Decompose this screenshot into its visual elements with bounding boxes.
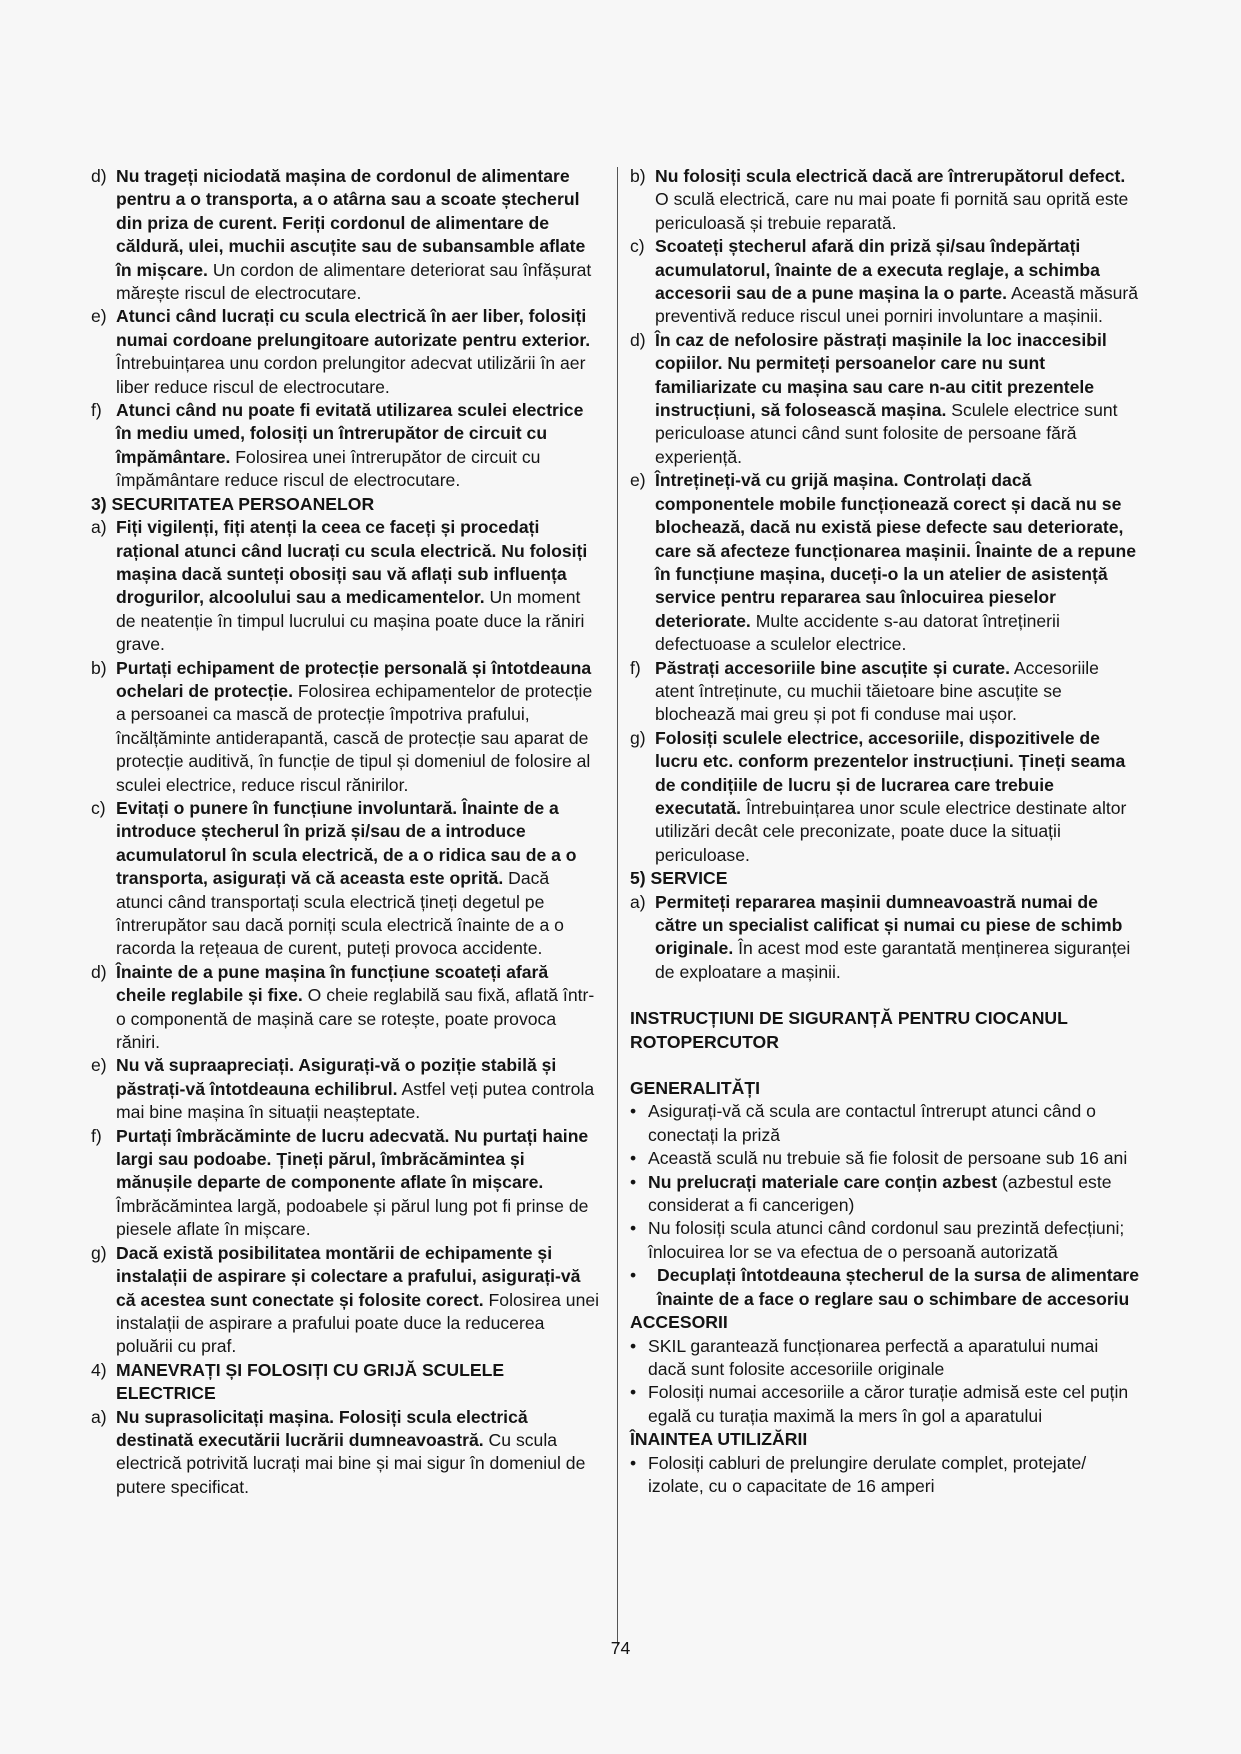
item-text: Dacă atunci când transportați scula electrică țineți degetul pe întrerupător sau dacă porniți scula electrică înainte de a o racorda la rețeaua de curent, puteți provoca accidente. <box>116 868 564 959</box>
item-text: Cu scula electrică potrivită lucrați mai bine și mai sigur în domeniul de putere specificat. <box>116 1429 586 1497</box>
bullet-item <box>630 1171 1140 1218</box>
item-text: Un cordon de alimentare deteriorat sau înfășurat mărește riscul de electrocutare. <box>116 259 592 304</box>
instruction-item <box>91 305 601 399</box>
item-text: Astfel veți putea controla mai bine mașina în situații neașteptate. <box>116 1078 595 1123</box>
item-marker: a) <box>91 1406 107 1427</box>
instruction-item <box>91 961 601 1055</box>
item-marker: e) <box>630 470 646 491</box>
bullet-text: Această sculă nu trebuie să fie folosit de persoane sub 16 ani <box>648 1148 1128 1169</box>
item-text: Întrebuințarea unu cordon prelungitor adecvat utilizării în aer liber reduce riscul de electrocutare. <box>116 353 586 397</box>
item-marker: d) <box>91 166 107 186</box>
item-bold-text: Scoateți ștecherul afară din priză și/sau îndepărtați acumulatorul, înainte de a executa reglaje, a schimba accesorii sau de a pune mașina la o parte. <box>655 236 1100 304</box>
item-text: Această măsură preventivă reduce riscul unei porniri involuntare a mașinii. <box>655 283 1139 327</box>
instruction-item <box>630 235 1140 329</box>
section-heading: 5) SERVICE <box>630 868 728 889</box>
item-bold-text: Nu folosiți scula electrică dacă are întrerupătorul defect. <box>655 166 1126 186</box>
bullet-item <box>630 1452 1140 1499</box>
item-bold-text: Nu vă supraapreciați. Asigurați-vă o poziție stabilă și păstrați-vă întotdeauna echilibrul. <box>116 1055 557 1099</box>
bullet-item <box>630 1217 1140 1264</box>
item-text: Sculele electrice sunt periculoase atunci când sunt folosite de persoane fără experiență. <box>655 400 1118 467</box>
bullet-text: Folosiți cabluri de prelungire derulate complet, protejate/ izolate, cu o capacitate de 16 amperi <box>648 1452 1087 1496</box>
item-marker: c) <box>91 797 106 818</box>
left-column <box>91 165 601 1499</box>
instruction-item <box>91 1125 601 1242</box>
column-divider <box>617 167 618 1645</box>
item-text: Un moment de neatenție în timpul lucrului cu mașina poate duce la răniri grave. <box>116 587 585 655</box>
bullet-dot-icon: • <box>630 1101 637 1122</box>
instruction-item <box>630 469 1140 656</box>
item-text: Folosirea echipamentelor de protecție a persoanei ca mască de protecție împotriva prafului, încălțăminte antiderapantă, cască de protecție sau aparat de protecție auditivă, în funcție de tipul și domeniul de folosire al sculei electrice, reduce riscul rănirilor. <box>116 680 593 795</box>
bullet-dot-icon: • <box>630 1335 637 1356</box>
item-bold-text: MANEVRAȚI ȘI FOLOSIȚI CU GRIJĂ SCULELE ELECTRICE <box>116 1359 505 1404</box>
item-bold-text: Purtați îmbrăcăminte de lucru adecvată. Nu purtați haine largi sau podoabe. Țineți părul, îmbrăcămintea și mănușile departe de componente aflate în mișcare. <box>116 1125 589 1193</box>
item-bold-text: Înainte de a pune mașina în funcțiune scoateți afară cheile reglabile și fixe. <box>116 961 549 1006</box>
section-heading: ÎNAINTEA UTILIZĂRII <box>630 1429 808 1450</box>
bullet-dot-icon: • <box>630 1218 637 1239</box>
item-bold-text: Evitați o punere în funcțiune involuntară. Înainte de a introduce ștecherul în priză și/sau de a introduce acumulatorul în scula electrică, de a o ridica sau de a o transporta, asigurați vă că aceasta este oprită. <box>116 797 577 889</box>
bullet-text: Folosiți numai accesoriile a căror turație admisă este cel puțin egală cu turația maximă la mers în gol a aparatului <box>648 1382 1129 1426</box>
item-marker: d) <box>91 961 107 982</box>
bullet-item <box>630 1381 1140 1428</box>
item-bold-text: Nu suprasolicitați mașina. Folosiți scula electrică destinată executării lucrării dumneavoastră. <box>116 1406 528 1450</box>
page-number: 74 <box>610 1638 631 1658</box>
bullet-dot-icon: • <box>630 1382 637 1403</box>
item-marker: e) <box>91 306 107 327</box>
item-bold-text: Purtați echipament de protecție personală și întotdeauna ochelari de protecție. <box>116 657 592 701</box>
instruction-item <box>91 657 601 797</box>
item-bold-text: Păstrați accesoriile bine ascuțite și curate. <box>655 657 1010 678</box>
right-column <box>630 165 1140 1498</box>
item-marker: f) <box>91 400 102 421</box>
item-text: O sculă electrică, care nu mai poate fi pornită sau oprită este periculoasă și trebuie reparată. <box>655 189 1129 233</box>
item-marker: b) <box>91 657 107 678</box>
item-marker: g) <box>630 727 646 748</box>
instruction-item <box>91 165 601 305</box>
instruction-item <box>630 329 1140 469</box>
section-heading: ACCESORII <box>630 1312 728 1333</box>
item-marker: d) <box>630 329 646 350</box>
item-bold-text: Folosiți sculele electrice, accesoriile, dispozitivele de lucru etc. conform prezentelor instrucțiuni. Țineți seama de condițiile de lucru și de lucrarea care trebuie executată. <box>655 727 1126 818</box>
item-bold-text: Atunci când lucrați cu scula electrică în aer liber, folosiți numai cordoane prelungitoare autorizate pentru exterior. <box>116 306 591 350</box>
item-bold-text: Dacă există posibilitatea montării de echipamente și instalații de aspirare și colectare a prafului, asigurați-vă că acestea sunt conectate și folosite corect. <box>116 1242 581 1310</box>
instruction-item <box>91 1242 601 1359</box>
bullet-item <box>630 1100 1140 1147</box>
item-text: Accesoriile atent întreținute, cu muchii tăietoare bine ascuțite se blochează mai greu și pot fi conduse mai ușor. <box>655 657 1099 725</box>
instruction-item <box>91 797 601 961</box>
bullet-bold-text: Nu prelucrați materiale care conțin azbest <box>648 1171 998 1192</box>
item-bold-text: Fiți vigilenți, fiți atenți la ceea ce faceți și procedați rațional atunci când lucrați cu scula electrică. Nu folosiți mașina dacă sunteți obosiți sau vă aflați sub influența drogurilor, alcoolului sau a medicamentelor. <box>116 517 588 608</box>
bullet-item <box>630 1264 1140 1311</box>
bullet-dot-icon: • <box>630 1171 637 1192</box>
spacer <box>630 1054 1140 1077</box>
bullet-text: Asigurați-vă că scula are contactul întrerupt atunci când o conectați la priză <box>648 1101 1096 1145</box>
item-text: Folosirea unei întrerupător de circuit cu împământare reduce riscul de electrocutare. <box>116 446 541 491</box>
item-text: Întrebuințarea unor scule electrice destinate altor utilizări decât cele preconizate, poate duce la situații periculoase. <box>655 797 1127 865</box>
bullet-text: Nu folosiți scula atunci când cordonul sau prezintă defecțiuni; înlocuirea lor se va efectua de o persoană autorizată <box>648 1218 1125 1262</box>
bullet-item <box>630 1335 1140 1382</box>
item-marker: f) <box>630 657 641 678</box>
spacer <box>630 984 1140 1007</box>
bullet-dot-icon: • <box>630 1265 637 1286</box>
item-text: Multe accidente s-au datorat întreținerii defectuoase a sculelor electrice. <box>655 610 1060 655</box>
section-heading: INSTRUCȚIUNI DE SIGURANȚĂ PENTRU CIOCANUL ROTOPERCUTOR <box>630 1008 1068 1052</box>
item-bold-text: Atunci când nu poate fi evitată utilizarea sculei electrice în mediu umed, folosiți un întrerupător de circuit cu împământare. <box>116 400 584 467</box>
item-marker: e) <box>91 1055 107 1076</box>
instruction-item <box>630 165 1140 235</box>
instruction-item <box>91 1406 601 1500</box>
section-heading: GENERALITĂȚI <box>630 1078 760 1099</box>
item-bold-text: Nu trageți niciodată mașina de cordonul de alimentare pentru a o transporta, a o atârna sau a scoate ștecherul din priza de curent. Feriți cordonul de alimentare de căldură, ulei, muchii ascuțite sau de subansamble aflate în mișcare. <box>116 166 586 280</box>
instruction-item <box>91 1054 601 1124</box>
bullet-dot-icon: • <box>630 1452 637 1473</box>
bullet-item <box>630 1147 1140 1170</box>
instruction-item <box>91 399 601 493</box>
item-bold-text: Întrețineți-vă cu grijă mașina. Controlați dacă componentele mobile funcționează corect și dacă nu se blochează, dacă nu există piese defecte sau deteriorate, care să afecteze funcționarea mașinii. Înainte de a repune în funcțiune mașina, duceți-o la un atelier de asistență service pentru repararea sau înlocuirea pieselor deteriorate. <box>655 470 1137 631</box>
item-text: În acest mod este garantată menținerea siguranței de exploatare a mașinii. <box>655 938 1131 982</box>
bullet-dot-icon: • <box>630 1148 637 1169</box>
item-marker: c) <box>630 236 645 257</box>
bullet-text: (azbestul este considerat a fi cancerigen) <box>648 1171 1112 1216</box>
item-bold-text: Permiteți repararea mașinii dumneavoastră numai de către un specialist calificat și numai cu piese de schimb originale. <box>655 891 1123 959</box>
item-bold-text: În caz de nefolosire păstrați mașinile la loc inaccesibil copiilor. Nu permiteți persoanelor care nu sunt familiarizate cu mașina sau care n-au citit prezentele instrucțiuni, să folosească mașina. <box>655 329 1107 421</box>
item-marker: b) <box>630 166 646 186</box>
item-text: O cheie reglabilă sau fixă, aflată într-o componentă de mașină care se rotește, poate provoca răniri. <box>116 985 595 1053</box>
bullet-bold-text: Decuplați întotdeauna ștecherul de la sursa de alimentare înainte de a face o reglare sau o schimbare de accesoriu <box>657 1265 1140 1309</box>
instruction-item <box>630 657 1140 727</box>
item-marker: g) <box>91 1242 107 1263</box>
item-marker: 4) <box>91 1359 107 1380</box>
bullet-text: SKIL garantează funcționarea perfectă a aparatului numai dacă sunt folosite accesoriile originale <box>648 1335 1099 1379</box>
item-marker: a) <box>630 891 646 912</box>
item-text: Folosirea unei instalații de aspirare a prafului poate duce la reducerea poluării cu praf. <box>116 1289 600 1357</box>
instruction-item <box>91 516 601 656</box>
item-marker: a) <box>91 517 107 538</box>
item-marker: f) <box>91 1125 102 1146</box>
instruction-item <box>91 1359 601 1406</box>
instruction-item <box>630 727 1140 867</box>
item-text: Îmbrăcămintea largă, podoabele și părul lung pot fi prinse de piesele aflate în mișcare. <box>116 1195 589 1240</box>
instruction-item <box>630 891 1140 985</box>
section-heading: 3) SECURITATEA PERSOANELOR <box>91 493 375 514</box>
